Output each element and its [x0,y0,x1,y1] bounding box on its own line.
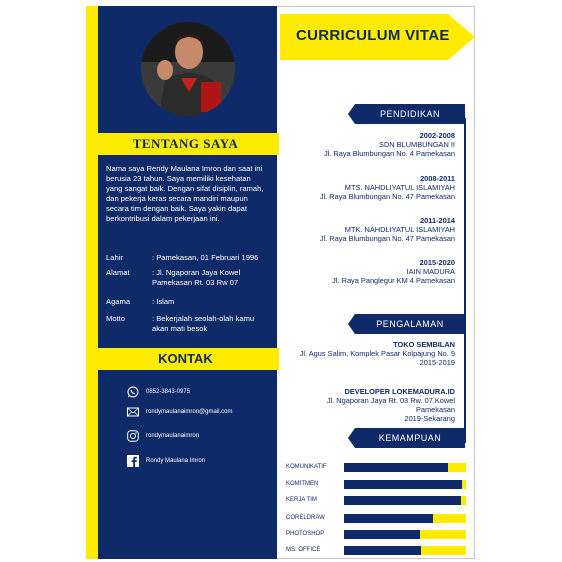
education-year: 2015-2020 [419,258,455,267]
experience-period: 2015-2019 [419,358,455,367]
education-item [324,131,455,159]
education-year: 2011-2014 [420,216,455,225]
info-value: : Pamekasan, 01 Februari 1996 [152,253,259,262]
education-address: Jl. Raya Panglegur KM 4 Pamekasan [332,276,455,286]
skill-bar [344,496,466,505]
experience-address: Jl. Agus Salim, Komplek Pasar Kolpajung No. 9 [299,349,455,358]
skill-bar-fill [344,463,448,472]
experience-item [295,340,455,367]
profile-photo [141,22,235,116]
skill-bar-fill [344,480,462,489]
contact-heading: KONTAK [92,348,279,370]
left-accent-bar [86,6,98,559]
experience-address: Jl. Ngaporan Jaya Rt. 03 Rw. 07 Kowel Pamekasan [326,396,455,414]
education-school: IAIN MADURA [406,267,455,277]
page-title: CURRICULUM VITAE [296,27,450,44]
education-item [332,258,455,286]
info-label: Alamat [106,268,130,277]
skill-name: MS. OFFICE [286,547,321,553]
skill-bar-fill [344,530,420,539]
contact-text: Rondy Maulana Imron [146,458,206,464]
info-value: : Jl. Ngaporan Jaya Kowel Pamekasan Rt. 03 Rw 07 [152,268,241,287]
skill-bar [344,546,466,555]
whatsapp-icon [127,386,139,398]
education-school: SDN BLUMBUNGAN II [379,140,455,150]
skill-bar [344,480,466,489]
experience-heading: PENGALAMAN [355,314,465,334]
education-address: Jl. Raya Blumbungan No. 47 Pamekasan [319,234,455,244]
skill-bar-fill [344,496,461,505]
skill-name: KOMITMEN [286,481,319,487]
instagram-icon [127,430,139,442]
education-school: MTS. NAHDLIYATUL ISLAMIYAH [344,183,455,193]
education-heading: PENDIDIKAN [355,104,465,124]
experience-title: DEVELOPER LOKEMADURA.ID [344,387,455,396]
skill-name: PHOTOSHOP [286,531,325,537]
contact-text: rondymaulanaimron@gmail.com [146,409,233,415]
info-label: Agama [106,297,131,306]
experience-item [295,387,455,423]
skill-bar [344,463,466,472]
facebook-icon [127,455,139,467]
skill-bar [344,530,466,539]
info-value: : Bekerjalah seolah-olah kamu akan mati besok [152,314,255,333]
skill-name: KERJA TIM [286,497,317,503]
education-address: Jl. Raya Blumbungan No. 4 Pamekasan [323,149,455,159]
education-address: Jl. Raya Blumbungan No. 47 Pamekasan [319,192,455,202]
email-icon [127,406,139,418]
contact-text: rondymaulanaimron [146,433,200,439]
info-value: : Islam [152,297,175,306]
about-heading: TENTANG SAYA [92,133,279,155]
education-item [320,174,455,202]
education-item [320,216,455,244]
education-school: MTK. NAHDLIYATUL ISLAMIYAH [344,225,455,235]
skill-bar [344,514,466,523]
right-rule [464,118,466,443]
experience-period: 2019-Sekarang [404,414,455,423]
skill-bar-fill [344,514,433,523]
education-year: 2002-2008 [419,131,455,140]
info-label: Lahir [106,253,123,262]
skill-bar-fill [344,546,421,555]
education-year: 2008-2011 [420,174,455,183]
skill-name: KOMUNIKATIF [286,464,327,470]
skills-heading: KEMAMPUAN [355,428,465,448]
info-label: Motto [106,314,125,323]
contact-text: 0852-3843-0975 [146,389,191,395]
about-text: Nama saya Rendy Maulana Imron dan saat ini berusia 23 tahun. Saya memiliki kesehatan yang sangat baik. Dengan sifat disiplin, ramah, dan pekerja keras secara mandiri maupun secara tim dengan baik. Saya yakin dapat berkontribusi dalam pekerjaan ini. [106,164,264,223]
skill-name: CORELDRAW [286,515,325,521]
experience-title: TOKO SEMBILAN [393,340,455,349]
